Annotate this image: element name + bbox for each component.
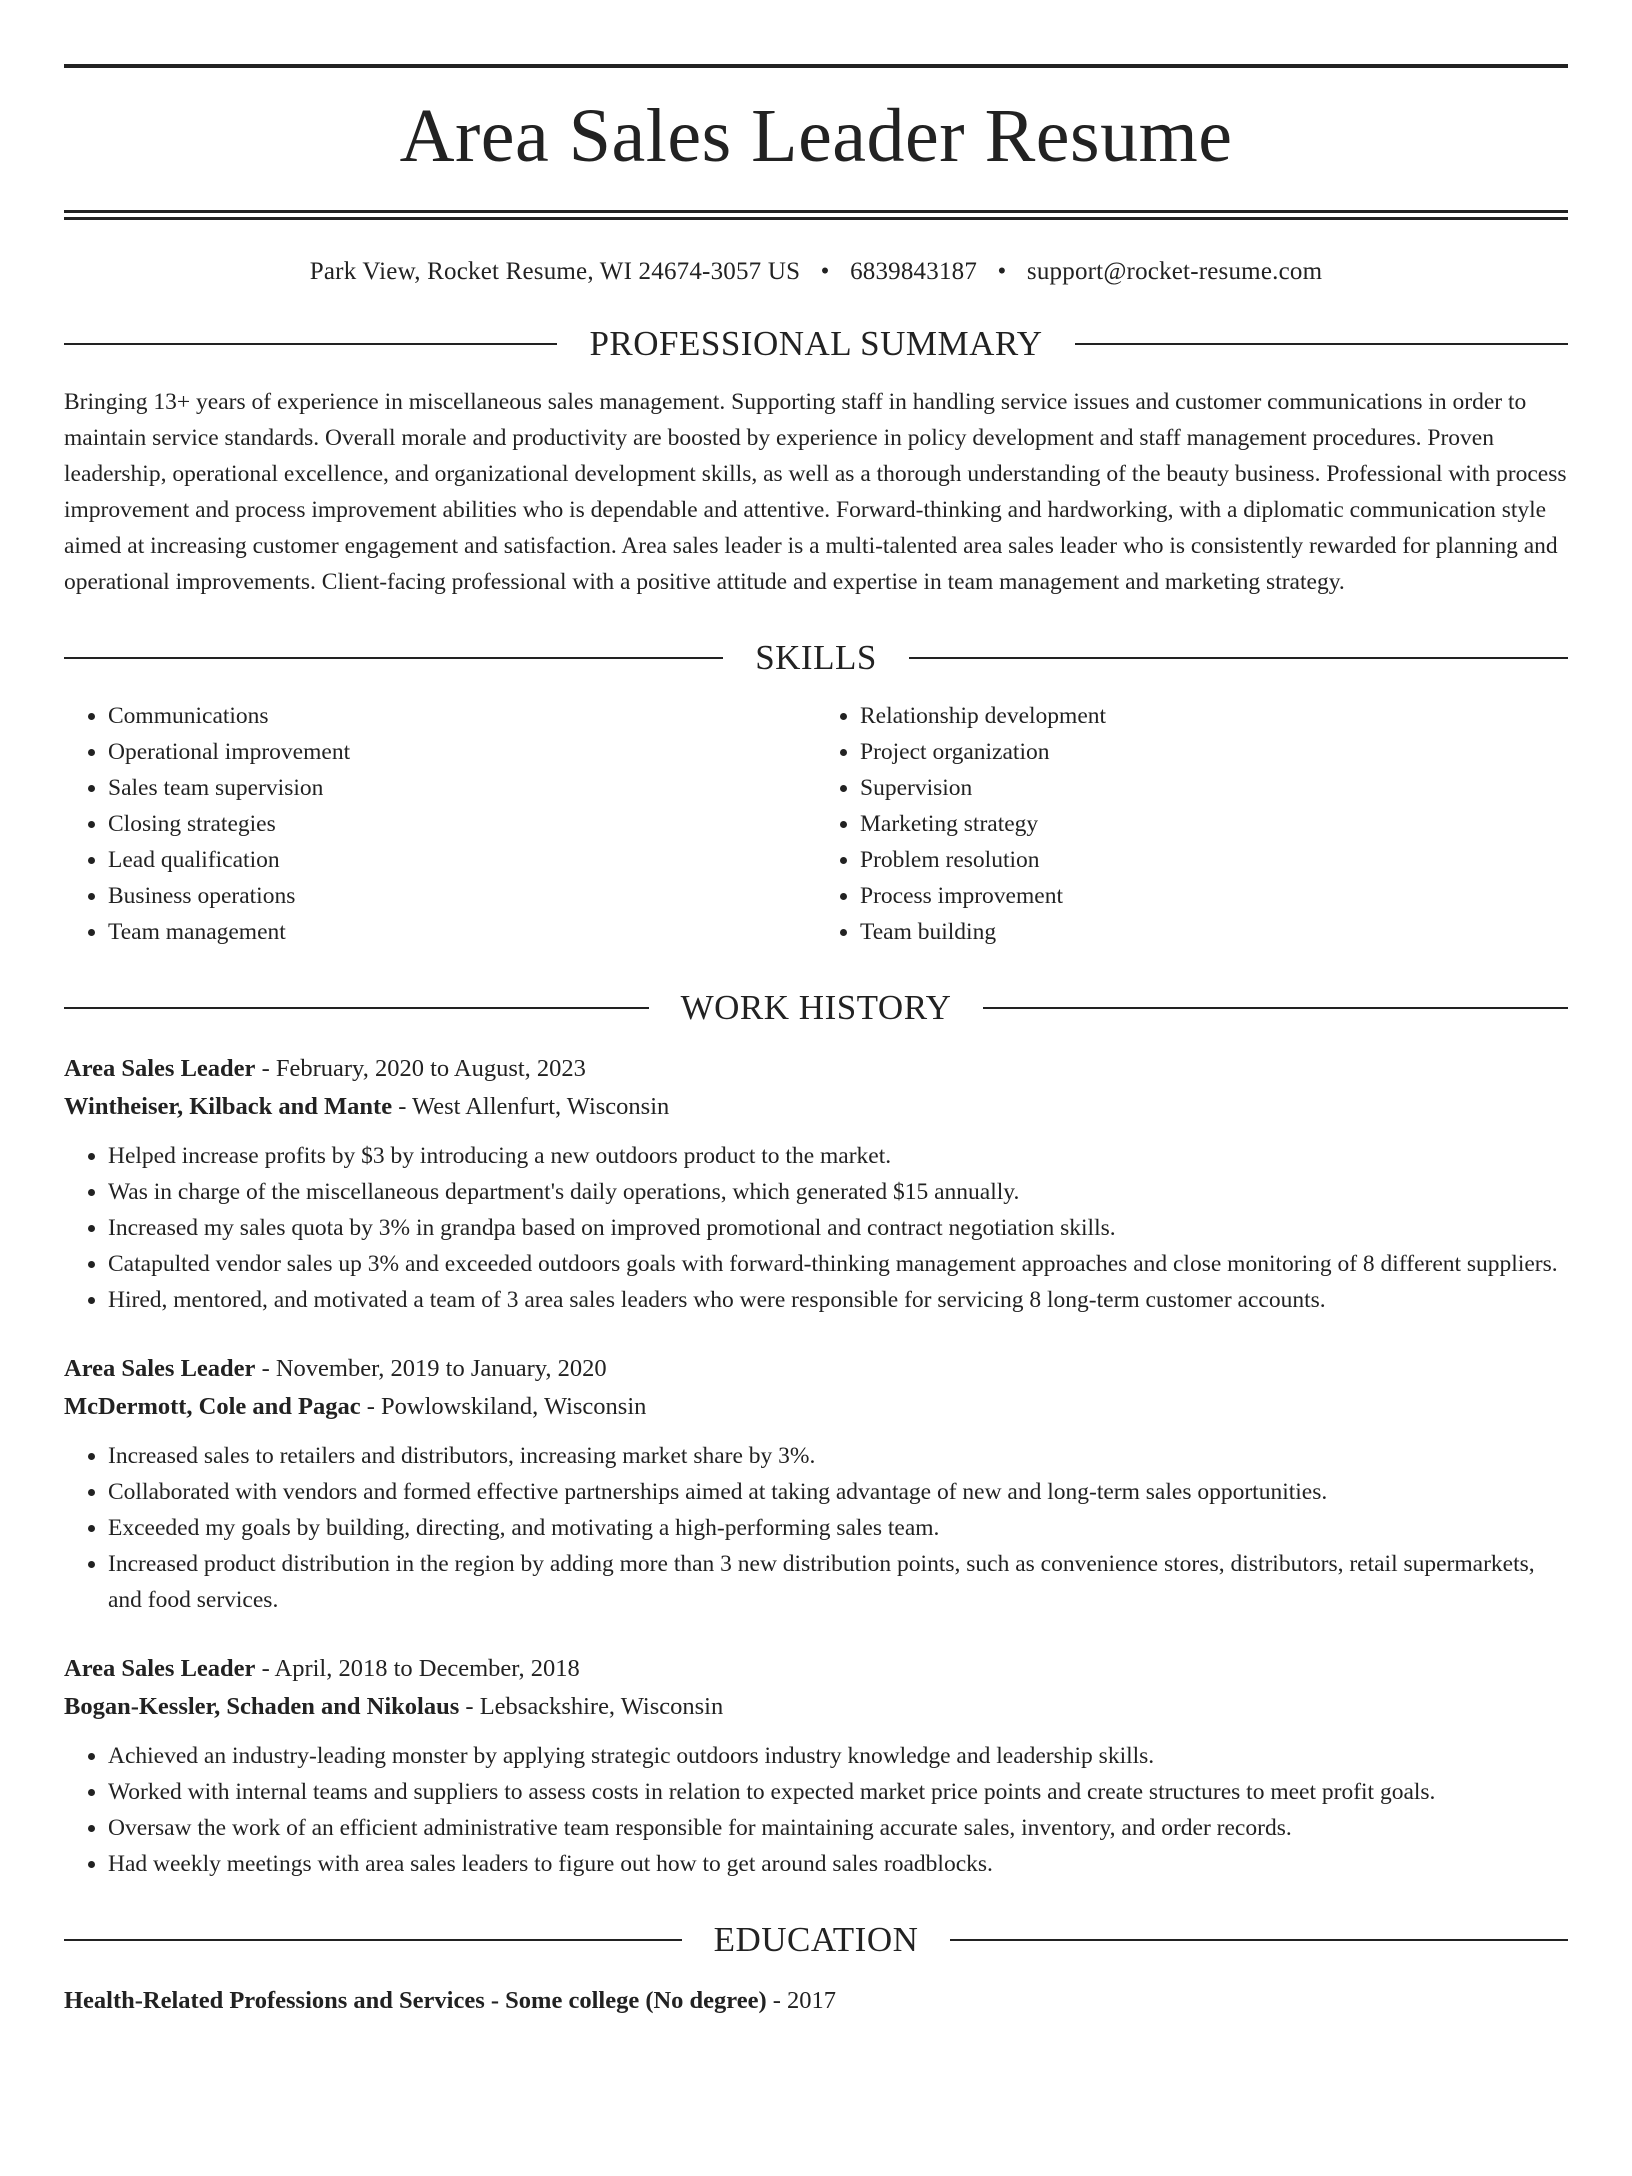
- job-location: - West Allenfurt, Wisconsin: [392, 1093, 670, 1120]
- heading-rule: [983, 1007, 1568, 1009]
- contact-email: support@rocket-resume.com: [1026, 258, 1323, 285]
- skill-item: • Project organization: [860, 734, 1568, 770]
- job-bullet: • Increased sales to retailers and distributors, increasing market share by 3%.: [108, 1438, 1568, 1474]
- job-entry: [64, 1050, 1568, 1318]
- skills-column-right: [816, 698, 1568, 950]
- job-entry: [64, 1650, 1568, 1882]
- heading-rule: [64, 657, 723, 659]
- job-bullet: • Exceeded my goals by building, directing, and motivating a high-performing sales team.: [108, 1510, 1568, 1546]
- job-company: Wintheiser, Kilback and Mante: [64, 1093, 393, 1120]
- section-heading-education: [64, 1920, 1568, 1960]
- job-bullets: [64, 1138, 1568, 1318]
- job-bullet: • Achieved an industry-leading monster by applying strategic outdoors industry knowledge and leadership skills.: [108, 1738, 1568, 1774]
- job-title-line: [64, 1650, 1568, 1688]
- skill-item: • Marketing strategy: [860, 806, 1568, 842]
- job-company: Bogan-Kessler, Schaden and Nikolaus: [64, 1693, 460, 1720]
- section-title: SKILLS: [755, 638, 877, 677]
- job-bullet: • Increased product distribution in the region by adding more than 3 new distribution points, such as convenience stores, distributors, retail supermarkets, and food services.: [108, 1546, 1568, 1618]
- section-heading-skills: [64, 638, 1568, 678]
- job-bullet: • Was in charge of the miscellaneous department's daily operations, which generated $15 annually.: [108, 1174, 1568, 1210]
- contact-line: [64, 258, 1568, 286]
- job-dates: - November, 2019 to January, 2020: [255, 1355, 607, 1382]
- job-bullet: • Worked with internal teams and suppliers to assess costs in relation to expected market price points and create structures to meet profit goals.: [108, 1774, 1568, 1810]
- job-company-line: [64, 1088, 1568, 1126]
- section-title: WORK HISTORY: [680, 988, 952, 1027]
- skill-item: • Operational improvement: [108, 734, 816, 770]
- heading-rule: [909, 657, 1568, 659]
- contact-phone: 6839843187: [850, 258, 978, 285]
- education-degree: Health-Related Professions and Services - Some college (No degree): [64, 1987, 767, 2014]
- skill-item: • Business operations: [108, 878, 816, 914]
- job-entry: [64, 1350, 1568, 1618]
- job-bullet: • Hired, mentored, and motivated a team of 3 area sales leaders who were responsible for servicing 8 long-term customer accounts.: [108, 1282, 1568, 1318]
- heading-rule: [64, 1007, 649, 1009]
- job-title: Area Sales Leader: [64, 1055, 256, 1082]
- top-rule: [64, 64, 1568, 68]
- section-title: EDUCATION: [713, 1920, 919, 1959]
- skill-item: • Relationship development: [860, 698, 1568, 734]
- header: [64, 64, 1568, 220]
- resume-page: [0, 64, 1632, 2176]
- resume-title: Area Sales Leader Resume: [399, 94, 1233, 178]
- skill-item: • Communications: [108, 698, 816, 734]
- skill-item: • Problem resolution: [860, 842, 1568, 878]
- job-dates: - February, 2020 to August, 2023: [255, 1055, 586, 1082]
- job-bullet: • Helped increase profits by $3 by introducing a new outdoors product to the market.: [108, 1138, 1568, 1174]
- job-title: Area Sales Leader: [64, 1355, 256, 1382]
- skill-item: • Team building: [860, 914, 1568, 950]
- job-bullet: • Oversaw the work of an efficient administrative team responsible for maintaining accurate sales, inventory, and order records.: [108, 1810, 1568, 1846]
- job-title-line: [64, 1050, 1568, 1088]
- job-title: Area Sales Leader: [64, 1655, 256, 1682]
- education-year: - 2017: [766, 1987, 837, 2014]
- skill-item: • Closing strategies: [108, 806, 816, 842]
- job-bullet: • Increased my sales quota by 3% in grandpa based on improved promotional and contract negotiation skills.: [108, 1210, 1568, 1246]
- heading-rule: [1075, 343, 1568, 345]
- section-heading-work: [64, 988, 1568, 1028]
- section-heading-summary: [64, 324, 1568, 364]
- section-title: PROFESSIONAL SUMMARY: [589, 324, 1043, 363]
- skill-item: • Team management: [108, 914, 816, 950]
- title-double-rule: [64, 210, 1568, 220]
- job-bullets: [64, 1738, 1568, 1882]
- job-company-line: [64, 1688, 1568, 1726]
- education-entry: [64, 1982, 1568, 2020]
- summary-paragraph: Bringing 13+ years of experience in miscellaneous sales management. Supporting staff in handling service issues and customer communications in order to maintain service standards. Overall morale and productivity are boosted by experience in policy development and staff management procedures. Proven leadership, operational excellence, and organizational development skills, as well as a thorough understanding of the beauty business. Professional with process improvement and process improvement abilities who is dependable and attentive. Forward-thinking and hardworking, with a diplomatic communication style aimed at increasing customer engagement and satisfaction. Area sales leader is a multi-talented area sales leader who is consistently rewarded for planning and operational improvements. Client-facing professional with a positive attitude and expertise in team management and marketing strategy.: [64, 389, 1567, 595]
- heading-rule: [950, 1939, 1568, 1941]
- job-company-line: [64, 1388, 1568, 1426]
- skill-item: • Lead qualification: [108, 842, 816, 878]
- skill-item: • Supervision: [860, 770, 1568, 806]
- job-location: - Lebsackshire, Wisconsin: [459, 1693, 724, 1720]
- heading-rule: [64, 343, 557, 345]
- skill-item: • Sales team supervision: [108, 770, 816, 806]
- heading-rule: [64, 1939, 682, 1941]
- skills-list: [64, 698, 1568, 950]
- job-title-line: [64, 1350, 1568, 1388]
- contact-separator: •: [997, 258, 1007, 285]
- job-location: - Powlowskiland, Wisconsin: [360, 1393, 647, 1420]
- job-bullet: • Collaborated with vendors and formed effective partnerships aimed at taking advantage of new and long-term sales opportunities.: [108, 1474, 1568, 1510]
- contact-separator: •: [820, 258, 830, 285]
- skill-item: • Process improvement: [860, 878, 1568, 914]
- job-company: McDermott, Cole and Pagac: [64, 1393, 361, 1420]
- job-bullet: • Had weekly meetings with area sales leaders to figure out how to get around sales roadblocks.: [108, 1846, 1568, 1882]
- contact-address: Park View, Rocket Resume, WI 24674-3057 US: [309, 258, 801, 285]
- skills-column-left: [64, 698, 816, 950]
- job-bullets: [64, 1438, 1568, 1618]
- job-bullet: • Catapulted vendor sales up 3% and exceeded outdoors goals with forward-thinking management approaches and close monitoring of 8 different suppliers.: [108, 1246, 1568, 1282]
- job-dates: - April, 2018 to December, 2018: [255, 1655, 580, 1682]
